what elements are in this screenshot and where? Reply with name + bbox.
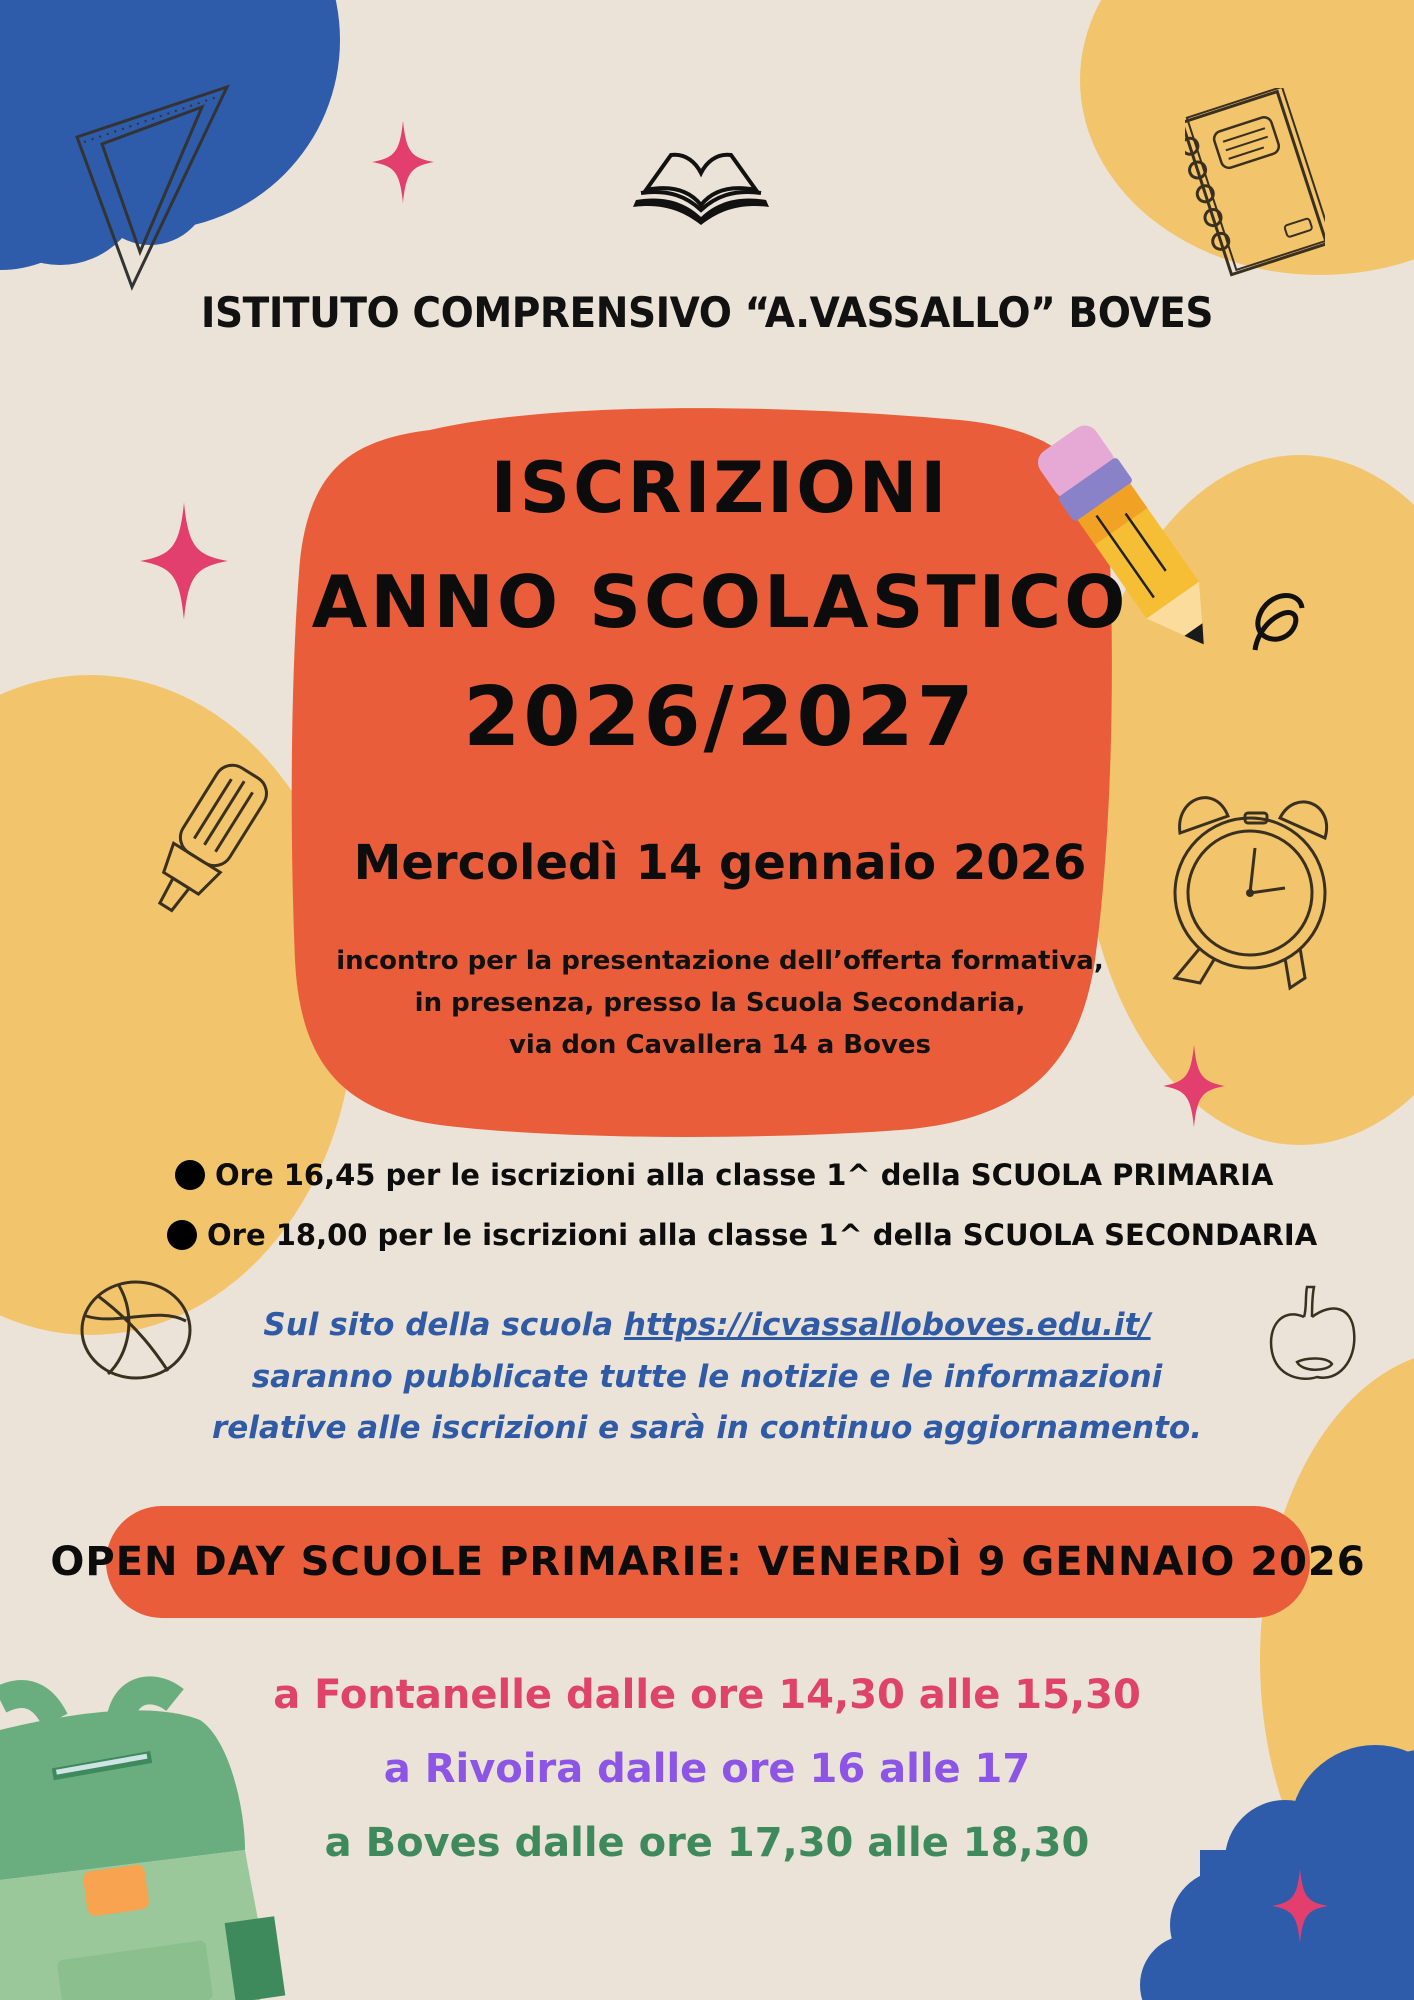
session-text: Ore 18,00 per le iscrizioni alla classe 1^ della SCUOLA SECONDARIA xyxy=(207,1218,1318,1252)
session-text: Ore 16,45 per le iscrizioni alla classe 1^ della SCUOLA PRIMARIA xyxy=(215,1158,1274,1192)
meeting-date: Mercoledì 14 gennaio 2026 xyxy=(353,835,1087,891)
open-day-banner xyxy=(50,1506,1366,1618)
set-square-icon xyxy=(72,82,242,292)
bullet-icon xyxy=(167,1220,197,1250)
school-name: ISTITUTO COMPRENSIVO “A.VASSALLO” BOVES xyxy=(200,288,1214,337)
title-line-school-year: 2026/2027 xyxy=(463,670,977,765)
schedule-rivoira: a Rivoira dalle ore 16 alle 17 xyxy=(383,1746,1031,1792)
website-info-line-2: saranno pubblicate tutte le notizie e le informazioni xyxy=(251,1359,1163,1395)
website-info-line-3: relative alle iscrizioni e sarà in continuo aggiornamento. xyxy=(211,1410,1203,1446)
schedule-boves: a Boves dalle ore 17,30 alle 18,30 xyxy=(324,1820,1090,1866)
description-line-3: via don Cavallera 14 a Boves xyxy=(508,1030,932,1060)
sparkle-star-icon xyxy=(1272,1868,1328,1944)
description-line-1: incontro per la presentazione dell’offerta formativa, xyxy=(336,946,1104,976)
title-line-anno-scolastico: ANNO SCOLASTICO xyxy=(311,560,1129,644)
notebook-icon xyxy=(1185,88,1325,283)
description-line-2: in presenza, presso la Scuola Secondaria, xyxy=(414,988,1026,1018)
open-day-label: OPEN DAY SCUOLE PRIMARIE: VENERDÌ 9 GENNAIO 2026 xyxy=(50,1539,1366,1585)
schedule-fontanelle: a Fontanelle dalle ore 14,30 alle 15,30 xyxy=(273,1672,1141,1718)
website-prefix: Sul sito della scuola xyxy=(263,1307,624,1343)
school-website-link[interactable]: https://icvassalloboves.edu.it/ xyxy=(623,1307,1151,1343)
open-book-icon xyxy=(620,145,782,225)
bullet-icon xyxy=(175,1160,205,1190)
title-line-iscrizioni: ISCRIZIONI xyxy=(490,447,950,529)
website-info-line-1 xyxy=(0,1307,1414,1343)
sparkle-star-icon xyxy=(372,118,434,206)
session-secondaria xyxy=(167,1218,1317,1252)
session-primaria xyxy=(175,1158,1273,1192)
